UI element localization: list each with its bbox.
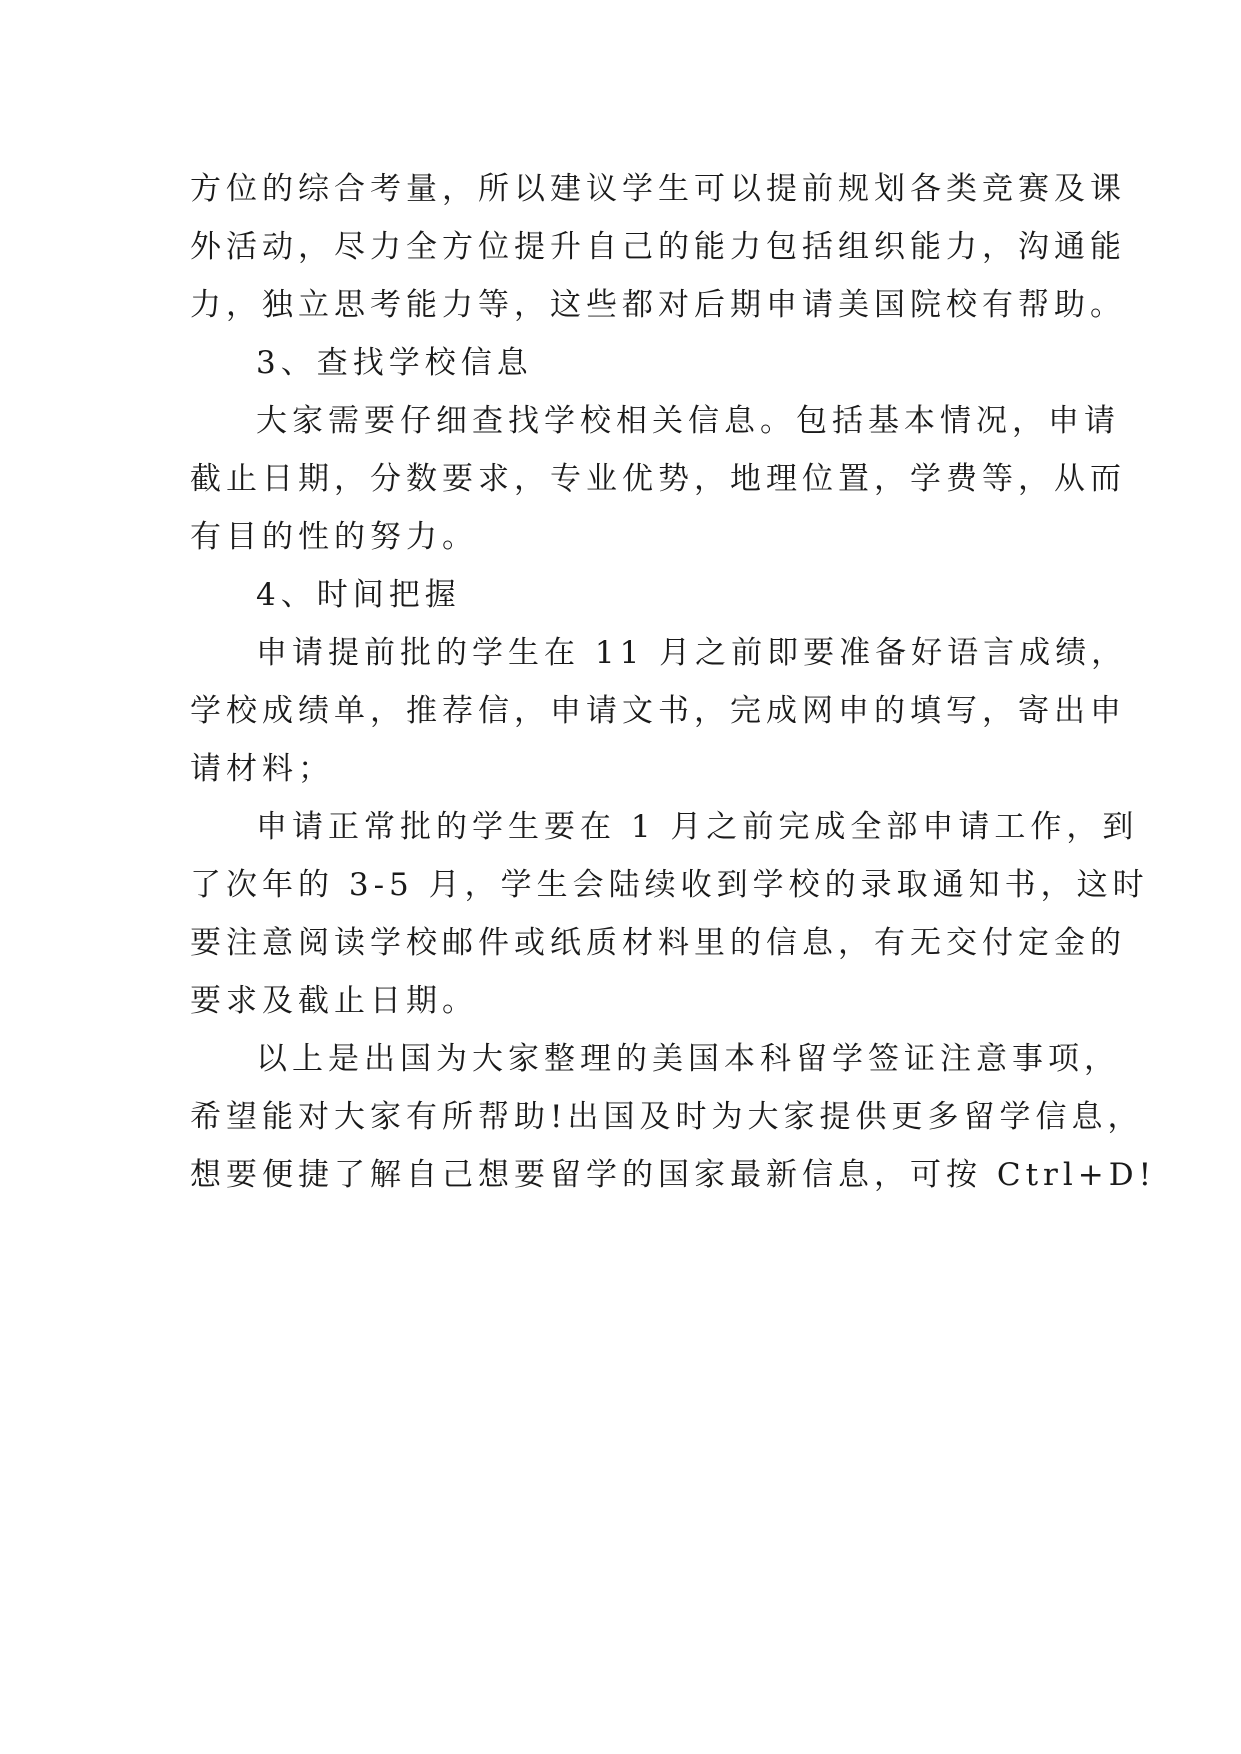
paragraph-line: 方位的综合考量，所以建议学生可以提前规划各类竞赛及课	[190, 171, 1126, 207]
paragraph-line: 要求及截止日期。	[190, 983, 478, 1019]
paragraph-line: 希望能对大家有所帮助!出国及时为大家提供更多留学信息，	[190, 1099, 1144, 1135]
paragraph-line: 要注意阅读学校邮件或纸质材料里的信息，有无交付定金的	[190, 925, 1126, 961]
section-heading: 4、时间把握	[256, 577, 461, 613]
section-heading: 3、查找学校信息	[256, 345, 533, 381]
paragraph-line: 外活动，尽力全方位提升自己的能力包括组织能力，沟通能	[190, 229, 1126, 265]
paragraph-line: 了次年的 3-5 月，学生会陆续收到学校的录取通知书，这时	[190, 867, 1149, 903]
paragraph-line: 申请正常批的学生要在 1 月之前完成全部申请工作，到	[256, 809, 1139, 845]
paragraph-line: 以上是出国为大家整理的美国本科留学签证注意事项，	[256, 1041, 1120, 1077]
paragraph-line: 想要便捷了解自己想要留学的国家最新信息，可按 Ctrl+D!	[190, 1157, 1157, 1193]
paragraph-line: 请材料；	[190, 751, 334, 787]
paragraph-line: 截止日期，分数要求，专业优势，地理位置，学费等，从而	[190, 461, 1126, 497]
paragraph-line: 力，独立思考能力等，这些都对后期申请美国院校有帮助。	[190, 287, 1126, 323]
document-body	[190, 160, 1157, 1204]
paragraph-line: 大家需要仔细查找学校相关信息。包括基本情况，申请	[256, 403, 1120, 439]
paragraph-line: 学校成绩单，推荐信，申请文书，完成网申的填写，寄出申	[190, 693, 1126, 729]
paragraph-line: 申请提前批的学生在 11 月之前即要准备好语言成绩，	[256, 635, 1128, 671]
paragraph-line: 有目的性的努力。	[190, 519, 478, 555]
